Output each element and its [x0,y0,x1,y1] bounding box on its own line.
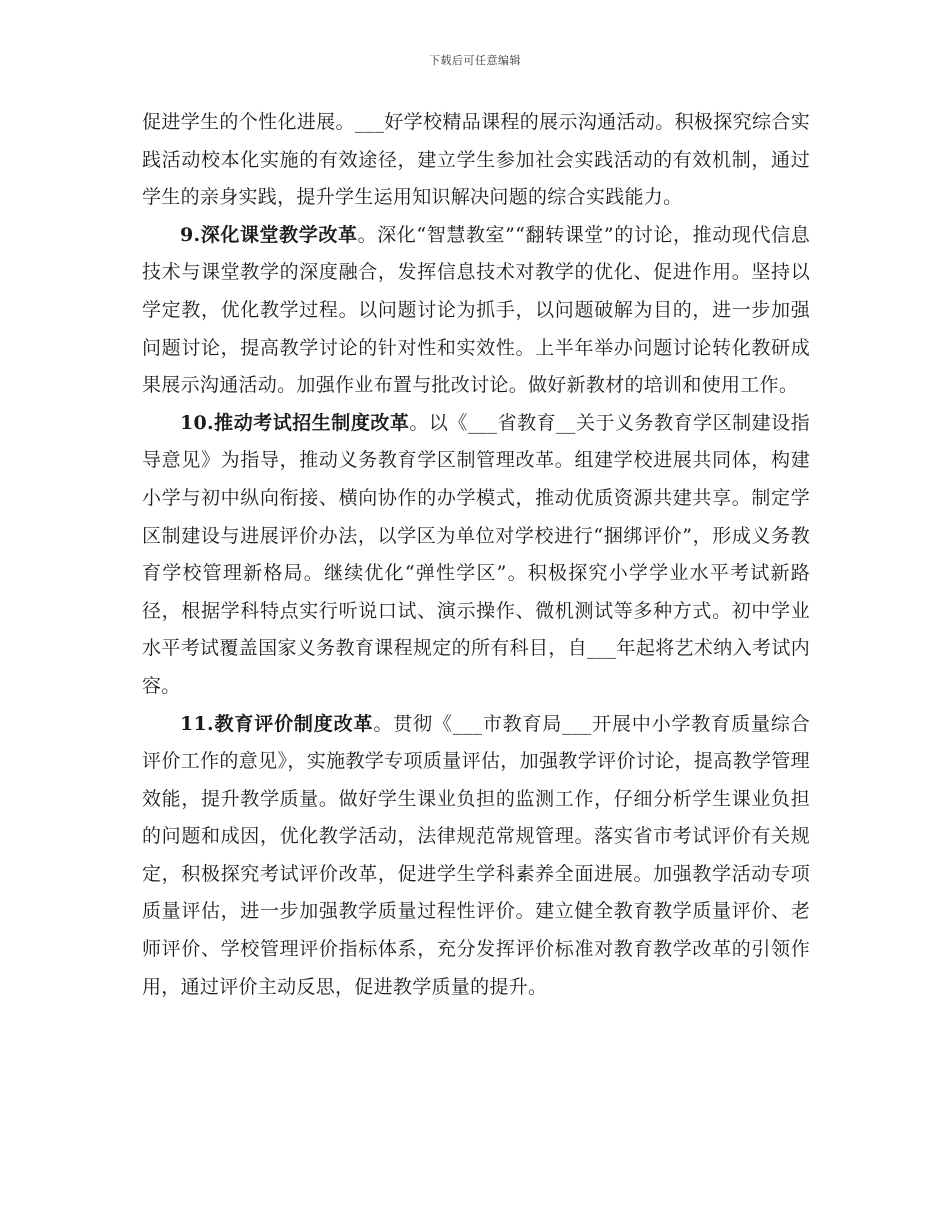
document-body [142,104,810,1006]
section-heading: 10.推动考试招生制度改革 [180,411,410,434]
section-heading: 9.深化课堂教学改革 [180,223,358,246]
page-header: 下载后可任意编辑 [429,54,521,67]
paragraph-text: 。深化“智慧教室”“翻转课堂”的讨论，推动现代信息技术与课堂教学的深度融合，发挥信息技术对教学的优化、促进作用。坚持以学定教，优化教学过程。以问题讨论为抓手，以问题破解为目的，进一步加强问题讨论，提高教学讨论的针对性和实效性。上半年举办问题讨论转化教研成果展示沟通活动。加强作业布置与批改讨论。做好新教材的培训和使用工作。 [142,223,810,397]
paragraph-text: 。贯彻《___市教育局___开展中小学教育质量综合评价工作的意见》，实施教学专项质量评估，加强教学评价讨论，提高教学管理效能，提升教学质量。做好学生课业负担的监测工作，仔细分析学生课业负担的问题和成因，优化教学活动，法律规范常规管理。落实省市考试评价有关规定，积极探究考试评价改革，促进学生学科素养全面进展。加强教学活动专项质量评估，进一步加强教学质量过程性评价。建立健全教育教学质量评价、老师评价、学校管理评价指标体系，充分发挥评价标准对教育教学改革的引领作用，通过评价主动反思，促进教学质量的提升。 [142,712,810,998]
paragraph-text: 促进学生的个性化进展。___好学校精品课程的展示沟通活动。积极探究综合实践活动校本化实施的有效途径，建立学生参加社会实践活动的有效机制，通过学生的亲身实践，提升学生运用知识解决问题的综合实践能力。 [142,111,810,209]
paragraph-text: 。以《___省教育__关于义务教育学区制建设指导意见》为指导，推动义务教育学区制管理改革。组建学校进展共同体，构建小学与初中纵向衔接、横向协作的办学模式，推动优质资源共建共享。制定学区制建设与进展评价办法，以学区为单位对学校进行“捆绑评价”，形成义务教育学校管理新格局。继续优化“弹性学区”。积极探究小学学业水平考试新路径，根据学科特点实行听说口试、演示操作、微机测试等多种方式。初中学业水平考试覆盖国家义务教育课程规定的所有科目，自___年起将艺术纳入考试内容。 [142,411,810,697]
paragraph-section-9 [142,217,810,405]
paragraph-section-11 [142,706,810,1007]
paragraph-continuation [142,104,810,217]
section-heading: 11.教育评价制度改革 [180,712,374,735]
paragraph-section-10 [142,405,810,706]
